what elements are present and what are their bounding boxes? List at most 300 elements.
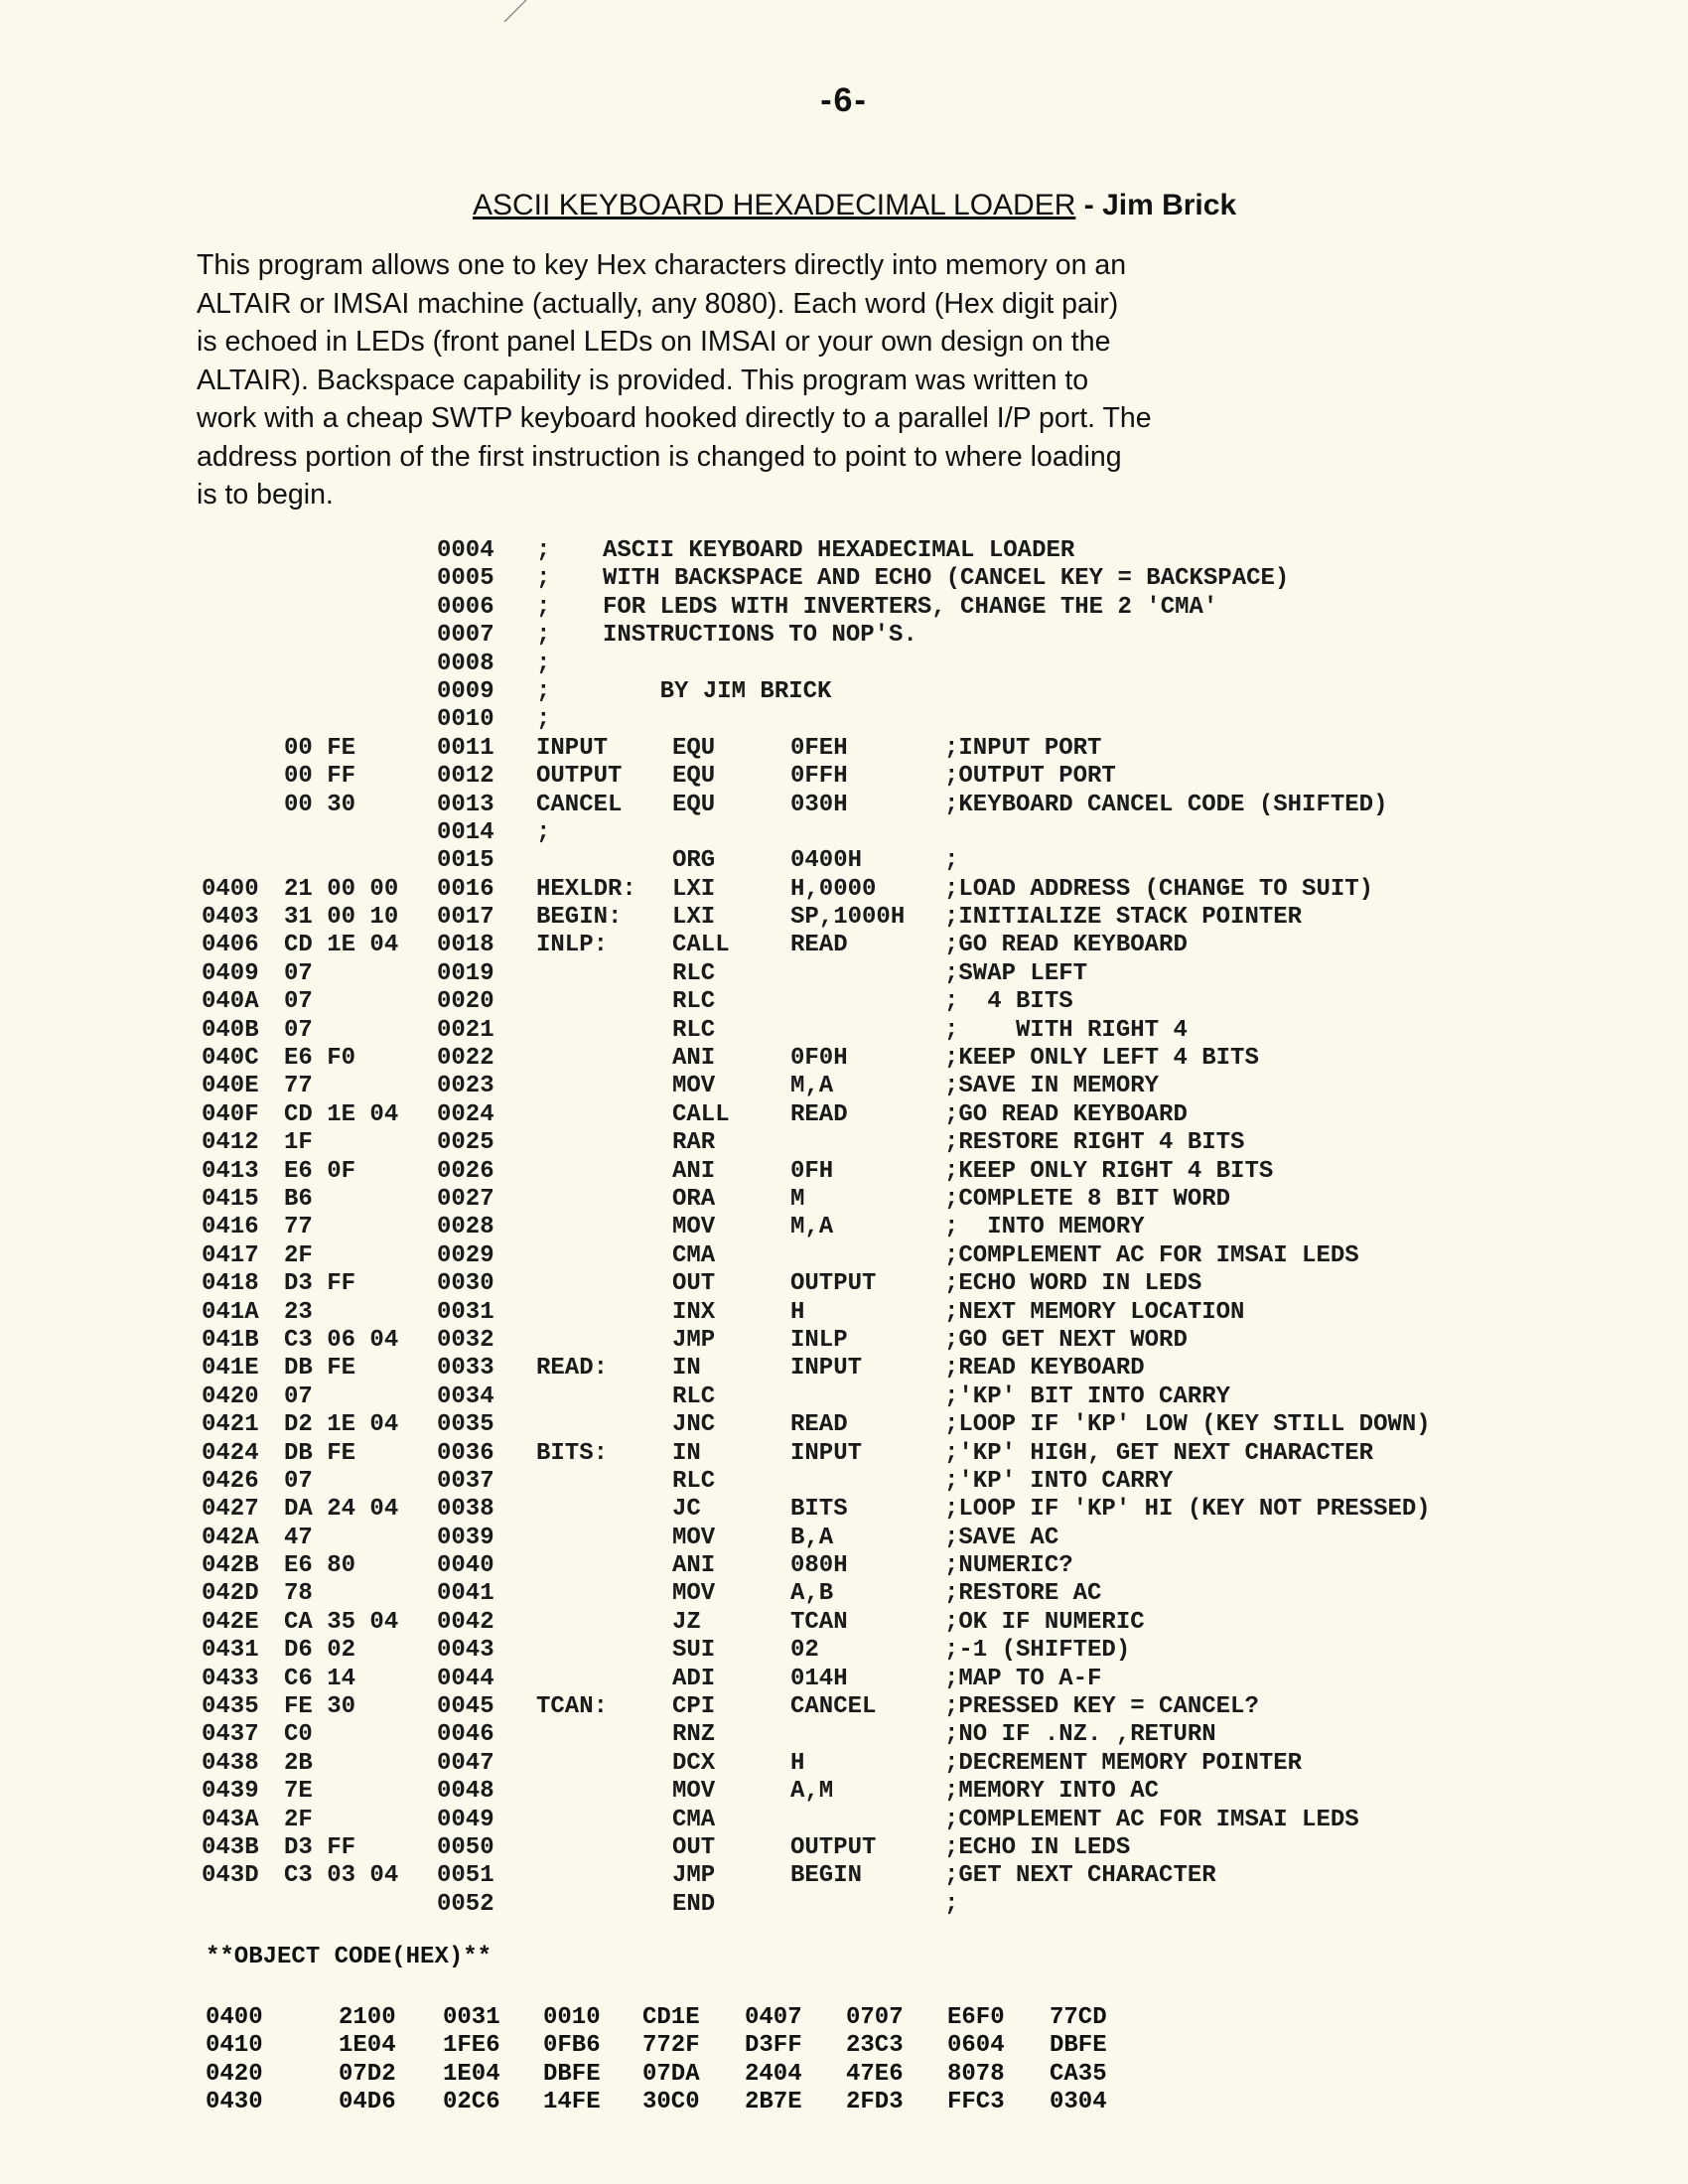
comment-marker: ; — [536, 565, 551, 593]
object-code-word: 2100 — [339, 2004, 396, 2031]
line-number: 0028 — [437, 1214, 494, 1241]
comment: ;SWAP LEFT — [944, 959, 1088, 987]
listing-row — [0, 819, 1688, 847]
line-number: 0049 — [437, 1806, 494, 1833]
line-number: 0027 — [437, 1185, 494, 1213]
machine-code-bytes: C0 — [284, 1721, 313, 1749]
object-code-word: 0707 — [846, 2004, 904, 2031]
machine-code-bytes: E6 F0 — [284, 1045, 356, 1073]
intro-line: ALTAIR). Backspace capability is provided. This program was written to — [197, 364, 1089, 396]
comment: ;LOOP IF 'KP' LOW (KEY STILL DOWN) — [944, 1411, 1431, 1439]
header-comment-row — [0, 594, 1688, 622]
opcode: SUI — [672, 1637, 716, 1665]
listing-row — [0, 1383, 1688, 1411]
object-code-word: 14FE — [543, 2089, 601, 2116]
object-code-word: 8078 — [947, 2060, 1005, 2088]
listing-row — [0, 1411, 1688, 1439]
operand: SP,1000H — [790, 904, 906, 932]
line-number: 0038 — [437, 1496, 494, 1524]
machine-code-bytes: 21 00 00 — [284, 875, 399, 903]
comment: ;'KP' BIT INTO CARRY — [944, 1383, 1231, 1410]
opcode: CMA — [672, 1806, 716, 1833]
line-number: 0029 — [437, 1241, 494, 1269]
comment: ;'KP' HIGH, GET NEXT CHARACTER — [944, 1439, 1374, 1467]
comment: ; 4 BITS — [944, 988, 1073, 1016]
machine-code-bytes: D6 02 — [284, 1637, 356, 1665]
label: CANCEL — [536, 791, 623, 818]
object-code-word: D3FF — [745, 2032, 802, 2060]
listing-row — [0, 763, 1688, 791]
machine-code-bytes: FE 30 — [284, 1693, 356, 1721]
opcode: OUT — [672, 1833, 716, 1861]
listing-row — [0, 1045, 1688, 1073]
operand: READ — [790, 1411, 848, 1439]
opcode: IN — [672, 1355, 701, 1383]
opcode: LXI — [672, 904, 716, 932]
address: 042A — [202, 1524, 259, 1551]
line-number: 0040 — [437, 1552, 494, 1580]
listing-row — [0, 1721, 1688, 1749]
machine-code-bytes: DB FE — [284, 1439, 356, 1467]
label: TCAN: — [536, 1693, 609, 1721]
operand: TCAN — [790, 1608, 848, 1636]
address: 0439 — [202, 1778, 259, 1806]
line-number: 0032 — [437, 1326, 494, 1354]
address: 040B — [202, 1016, 259, 1044]
machine-code-bytes: 77 — [284, 1073, 313, 1100]
address: 041B — [202, 1326, 259, 1354]
machine-code-bytes: DB FE — [284, 1355, 356, 1383]
line-number: 0016 — [437, 875, 494, 903]
address: 041A — [202, 1298, 259, 1326]
operand: BEGIN — [790, 1862, 863, 1890]
address: 0403 — [202, 904, 259, 932]
address: 0435 — [202, 1693, 259, 1721]
address: 0426 — [202, 1467, 259, 1495]
object-code-word: CA35 — [1050, 2060, 1107, 2088]
listing-row — [0, 1807, 1688, 1834]
intro-line: is echoed in LEDs (front panel LEDs on IMSAI or your own design on the — [197, 326, 1111, 358]
address: 0421 — [202, 1411, 259, 1439]
object-code-word: DBFE — [543, 2060, 601, 2088]
operand: M,A — [790, 1214, 834, 1241]
opcode: IN — [672, 1439, 701, 1467]
intro-line: work with a cheap SWTP keyboard hooked directly to a parallel I/P port. The — [197, 402, 1152, 434]
opcode: JZ — [672, 1608, 701, 1636]
listing-row — [0, 1017, 1688, 1045]
line-number: 0014 — [437, 818, 494, 846]
listing-row — [0, 1666, 1688, 1693]
opcode: JMP — [672, 1326, 716, 1354]
intro-line: address portion of the first instruction is changed to point to where loading — [197, 440, 1122, 473]
opcode: RLC — [672, 959, 716, 987]
line-number: 0034 — [437, 1383, 494, 1410]
object-code-address: 0400 — [206, 2004, 263, 2031]
address: 040E — [202, 1073, 259, 1100]
opcode: DCX — [672, 1749, 716, 1777]
title-author: Jim Brick — [1102, 189, 1237, 221]
opcode: RLC — [672, 1467, 716, 1495]
header-comment-row — [0, 706, 1688, 734]
machine-code-bytes: DA 24 04 — [284, 1496, 399, 1524]
intro-line: This program allows one to key Hex characters directly into memory on an — [197, 249, 1127, 281]
operand: 0400H — [790, 847, 863, 875]
machine-code-bytes: 00 FF — [284, 763, 356, 791]
listing-row — [0, 876, 1688, 904]
object-code-word: 0010 — [543, 2004, 601, 2031]
line-number: 0009 — [437, 677, 494, 705]
opcode: RNZ — [672, 1721, 716, 1749]
object-code-word: 77CD — [1050, 2004, 1107, 2031]
operand: 0FFH — [790, 763, 848, 791]
comment: ;MAP TO A-F — [944, 1665, 1102, 1692]
header-comment-row — [0, 537, 1688, 565]
label: READ: — [536, 1355, 609, 1383]
listing-row — [0, 988, 1688, 1016]
object-code-word: 47E6 — [846, 2060, 904, 2088]
machine-code-bytes: 1F — [284, 1129, 313, 1157]
line-number: 0025 — [437, 1129, 494, 1157]
title-main: ASCII KEYBOARD HEXADECIMAL LOADER — [473, 189, 1076, 221]
machine-code-bytes: 78 — [284, 1580, 313, 1608]
comment: ;SAVE AC — [944, 1524, 1059, 1551]
opcode: CMA — [672, 1241, 716, 1269]
header-comment-text: BY JIM BRICK — [603, 677, 832, 705]
address: 0424 — [202, 1439, 259, 1467]
line-number: 0020 — [437, 988, 494, 1016]
listing-row — [0, 1468, 1688, 1496]
opcode: EQU — [672, 791, 716, 818]
title-separator: - — [1075, 189, 1103, 221]
machine-code-bytes: 07 — [284, 1016, 313, 1044]
operand: A,B — [790, 1580, 834, 1608]
address: 0409 — [202, 959, 259, 987]
label: ; — [536, 818, 551, 846]
listing-row — [0, 1778, 1688, 1806]
operand: BITS — [790, 1496, 848, 1524]
address: 0437 — [202, 1721, 259, 1749]
line-number: 0050 — [437, 1833, 494, 1861]
comment: ;LOAD ADDRESS (CHANGE TO SUIT) — [944, 875, 1374, 903]
line-number: 0018 — [437, 932, 494, 959]
object-code-word: E6F0 — [947, 2004, 1005, 2031]
comment: ;KEEP ONLY LEFT 4 BITS — [944, 1045, 1259, 1073]
object-code-word: 1E04 — [443, 2060, 500, 2088]
comment-marker: ; — [536, 622, 551, 650]
object-code-word: 02C6 — [443, 2089, 500, 2116]
listing-row — [0, 1750, 1688, 1778]
machine-code-bytes: 00 FE — [284, 734, 356, 762]
machine-code-bytes: 07 — [284, 1467, 313, 1495]
machine-code-bytes: 47 — [284, 1524, 313, 1551]
listing-row — [0, 1327, 1688, 1355]
comment: ; INTO MEMORY — [944, 1214, 1145, 1241]
address: 0413 — [202, 1157, 259, 1185]
comment-marker: ; — [536, 650, 551, 677]
line-number: 0008 — [437, 650, 494, 677]
machine-code-bytes: CA 35 04 — [284, 1608, 399, 1636]
operand: OUTPUT — [790, 1833, 877, 1861]
comment: ;KEEP ONLY RIGHT 4 BITS — [944, 1157, 1274, 1185]
object-code-word: FFC3 — [947, 2089, 1005, 2116]
comment: ;OK IF NUMERIC — [944, 1608, 1145, 1636]
listing-row — [0, 1158, 1688, 1186]
line-number: 0045 — [437, 1693, 494, 1721]
machine-code-bytes: E6 0F — [284, 1157, 356, 1185]
line-number: 0022 — [437, 1045, 494, 1073]
comment: ;GO GET NEXT WORD — [944, 1326, 1188, 1354]
label: HEXLDR: — [536, 875, 636, 903]
address: 042E — [202, 1608, 259, 1636]
operand: INPUT — [790, 1355, 863, 1383]
listing-row — [0, 1609, 1688, 1637]
opcode: CALL — [672, 1100, 730, 1128]
comment: ;READ KEYBOARD — [944, 1355, 1145, 1383]
line-number: 0052 — [437, 1890, 494, 1918]
address: 040C — [202, 1045, 259, 1073]
line-number: 0012 — [437, 763, 494, 791]
machine-code-bytes: D3 FF — [284, 1833, 356, 1861]
comment: ; WITH RIGHT 4 — [944, 1016, 1188, 1044]
object-code-title: **OBJECT CODE(HEX)** — [206, 1944, 492, 1970]
listing-row — [0, 1214, 1688, 1241]
object-code-word: 0031 — [443, 2004, 500, 2031]
opcode: EQU — [672, 734, 716, 762]
comment: ; — [944, 1890, 959, 1918]
listing-row — [0, 1693, 1688, 1721]
object-code-table — [0, 2004, 1688, 2117]
machine-code-bytes: 07 — [284, 988, 313, 1016]
machine-code-bytes: 2B — [284, 1749, 313, 1777]
label: BEGIN: — [536, 904, 623, 932]
object-code-word: CD1E — [642, 2004, 700, 2031]
object-code-word: 772F — [642, 2032, 700, 2060]
object-code-word: 0604 — [947, 2032, 1005, 2060]
line-number: 0023 — [437, 1073, 494, 1100]
comment-marker: ; — [536, 537, 551, 564]
opcode: INX — [672, 1298, 716, 1326]
header-comment-text: ASCII KEYBOARD HEXADECIMAL LOADER — [603, 537, 1075, 564]
opcode: MOV — [672, 1214, 716, 1241]
listing-row — [0, 1496, 1688, 1524]
listing-row — [0, 1186, 1688, 1214]
comment: ;NEXT MEMORY LOCATION — [944, 1298, 1245, 1326]
line-number: 0036 — [437, 1439, 494, 1467]
object-code-address: 0410 — [206, 2032, 263, 2060]
listing-row — [0, 792, 1688, 819]
address: 0431 — [202, 1637, 259, 1665]
line-number: 0015 — [437, 847, 494, 875]
listing-row — [0, 1270, 1688, 1298]
listing-row — [0, 1101, 1688, 1129]
operand: INLP — [790, 1326, 848, 1354]
comment-marker: ; — [536, 706, 551, 734]
label: INPUT — [536, 734, 609, 762]
operand: 02 — [790, 1637, 819, 1665]
line-number: 0021 — [437, 1016, 494, 1044]
line-number: 0035 — [437, 1411, 494, 1439]
header-comment-row — [0, 622, 1688, 650]
listing-row — [0, 1834, 1688, 1862]
object-code-word: 1FE6 — [443, 2032, 500, 2060]
machine-code-bytes: D2 1E 04 — [284, 1411, 399, 1439]
address: 043D — [202, 1862, 259, 1890]
operand: 030H — [790, 791, 848, 818]
opcode: RLC — [672, 1016, 716, 1044]
line-number: 0044 — [437, 1665, 494, 1692]
comment: ;INPUT PORT — [944, 734, 1102, 762]
object-code-word: 2404 — [745, 2060, 802, 2088]
object-code-word: 04D6 — [339, 2089, 396, 2116]
object-code-row — [0, 2089, 1688, 2116]
comment: ;SAVE IN MEMORY — [944, 1073, 1160, 1100]
opcode: CALL — [672, 932, 730, 959]
opcode: RLC — [672, 1383, 716, 1410]
opcode: ANI — [672, 1552, 716, 1580]
object-code-word: 30C0 — [642, 2089, 700, 2116]
label: OUTPUT — [536, 763, 623, 791]
line-number: 0047 — [437, 1749, 494, 1777]
object-code-row — [0, 2061, 1688, 2089]
machine-code-bytes: 00 30 — [284, 791, 356, 818]
address: 042D — [202, 1580, 259, 1608]
opcode: RAR — [672, 1129, 716, 1157]
machine-code-bytes: C3 03 04 — [284, 1862, 399, 1890]
operand: H — [790, 1749, 805, 1777]
comment: ;INITIALIZE STACK POINTER — [944, 904, 1303, 932]
machine-code-bytes: CD 1E 04 — [284, 1100, 399, 1128]
machine-code-bytes: 7E — [284, 1778, 313, 1806]
object-code-word: 07D2 — [339, 2060, 396, 2088]
machine-code-bytes: 77 — [284, 1214, 313, 1241]
comment: ;DECREMENT MEMORY POINTER — [944, 1749, 1303, 1777]
listing-row — [0, 735, 1688, 763]
opcode: ANI — [672, 1045, 716, 1073]
machine-code-bytes: 23 — [284, 1298, 313, 1326]
machine-code-bytes: C3 06 04 — [284, 1326, 399, 1354]
object-code-address: 0420 — [206, 2060, 263, 2088]
operand: OUTPUT — [790, 1270, 877, 1298]
line-number: 0048 — [437, 1778, 494, 1806]
assembly-listing — [0, 537, 1688, 1919]
line-number: 0030 — [437, 1270, 494, 1298]
comment: ;ECHO WORD IN LEDS — [944, 1270, 1202, 1298]
opcode: ADI — [672, 1665, 716, 1692]
listing-row — [0, 1637, 1688, 1665]
comment: ;OUTPUT PORT — [944, 763, 1116, 791]
line-number: 0037 — [437, 1467, 494, 1495]
line-number: 0004 — [437, 537, 494, 564]
opcode: CPI — [672, 1693, 716, 1721]
opcode: OUT — [672, 1270, 716, 1298]
opcode: END — [672, 1890, 716, 1918]
operand: H,0000 — [790, 875, 877, 903]
header-comment-row — [0, 678, 1688, 706]
object-code-row — [0, 2032, 1688, 2060]
comment: ;NUMERIC? — [944, 1552, 1073, 1580]
comment: ;COMPLETE 8 BIT WORD — [944, 1185, 1231, 1213]
listing-row — [0, 1129, 1688, 1157]
address: 0400 — [202, 875, 259, 903]
comment: ;RESTORE AC — [944, 1580, 1102, 1608]
line-number: 0006 — [437, 593, 494, 621]
object-code-word: 07DA — [642, 2060, 700, 2088]
listing-row — [0, 1580, 1688, 1608]
address: 0412 — [202, 1129, 259, 1157]
opcode: EQU — [672, 763, 716, 791]
comment: ;ECHO IN LEDS — [944, 1833, 1131, 1861]
address: 0427 — [202, 1496, 259, 1524]
line-number: 0017 — [437, 904, 494, 932]
object-code-word: 2B7E — [745, 2089, 802, 2116]
machine-code-bytes: 2F — [284, 1241, 313, 1269]
address: 0416 — [202, 1214, 259, 1241]
machine-code-bytes: CD 1E 04 — [284, 932, 399, 959]
line-number: 0024 — [437, 1100, 494, 1128]
address: 041E — [202, 1355, 259, 1383]
address: 0420 — [202, 1383, 259, 1410]
line-number: 0051 — [437, 1862, 494, 1890]
header-comment-row — [0, 651, 1688, 678]
page-number: -6- — [820, 81, 868, 119]
machine-code-bytes: 07 — [284, 1383, 313, 1410]
line-number: 0026 — [437, 1157, 494, 1185]
object-code-word: 0407 — [745, 2004, 802, 2031]
opcode: MOV — [672, 1580, 716, 1608]
operand: A,M — [790, 1778, 834, 1806]
object-code-address: 0430 — [206, 2089, 263, 2116]
address: 040A — [202, 988, 259, 1016]
line-number: 0033 — [437, 1355, 494, 1383]
opcode: LXI — [672, 875, 716, 903]
operand: M,A — [790, 1073, 834, 1100]
object-code-word: 2FD3 — [846, 2089, 904, 2116]
opcode: MOV — [672, 1524, 716, 1551]
listing-row — [0, 1862, 1688, 1890]
operand: 0FEH — [790, 734, 848, 762]
line-number: 0013 — [437, 791, 494, 818]
comment: ;GO READ KEYBOARD — [944, 932, 1188, 959]
address: 043A — [202, 1806, 259, 1833]
object-code-row — [0, 2004, 1688, 2032]
comment: ;PRESSED KEY = CANCEL? — [944, 1693, 1259, 1721]
header-comment-text: WITH BACKSPACE AND ECHO (CANCEL KEY = BACKSPACE) — [603, 565, 1290, 593]
listing-row — [0, 847, 1688, 875]
opcode: MOV — [672, 1778, 716, 1806]
comment-marker: ; — [536, 677, 551, 705]
listing-row — [0, 1355, 1688, 1383]
line-number: 0046 — [437, 1721, 494, 1749]
operand: READ — [790, 1100, 848, 1128]
address: 0415 — [202, 1185, 259, 1213]
line-number: 0005 — [437, 565, 494, 593]
comment: ;LOOP IF 'KP' HI (KEY NOT PRESSED) — [944, 1496, 1431, 1524]
comment: ;RESTORE RIGHT 4 BITS — [944, 1129, 1245, 1157]
opcode: JMP — [672, 1862, 716, 1890]
address: 0406 — [202, 932, 259, 959]
operand: 0FH — [790, 1157, 834, 1185]
line-number: 0031 — [437, 1298, 494, 1326]
address: 0417 — [202, 1241, 259, 1269]
comment-marker: ; — [536, 593, 551, 621]
comment: ;GO READ KEYBOARD — [944, 1100, 1188, 1128]
listing-row — [0, 960, 1688, 988]
listing-row — [0, 1552, 1688, 1580]
opcode: JNC — [672, 1411, 716, 1439]
line-number: 0039 — [437, 1524, 494, 1551]
machine-code-bytes: 2F — [284, 1806, 313, 1833]
operand: 0F0H — [790, 1045, 848, 1073]
